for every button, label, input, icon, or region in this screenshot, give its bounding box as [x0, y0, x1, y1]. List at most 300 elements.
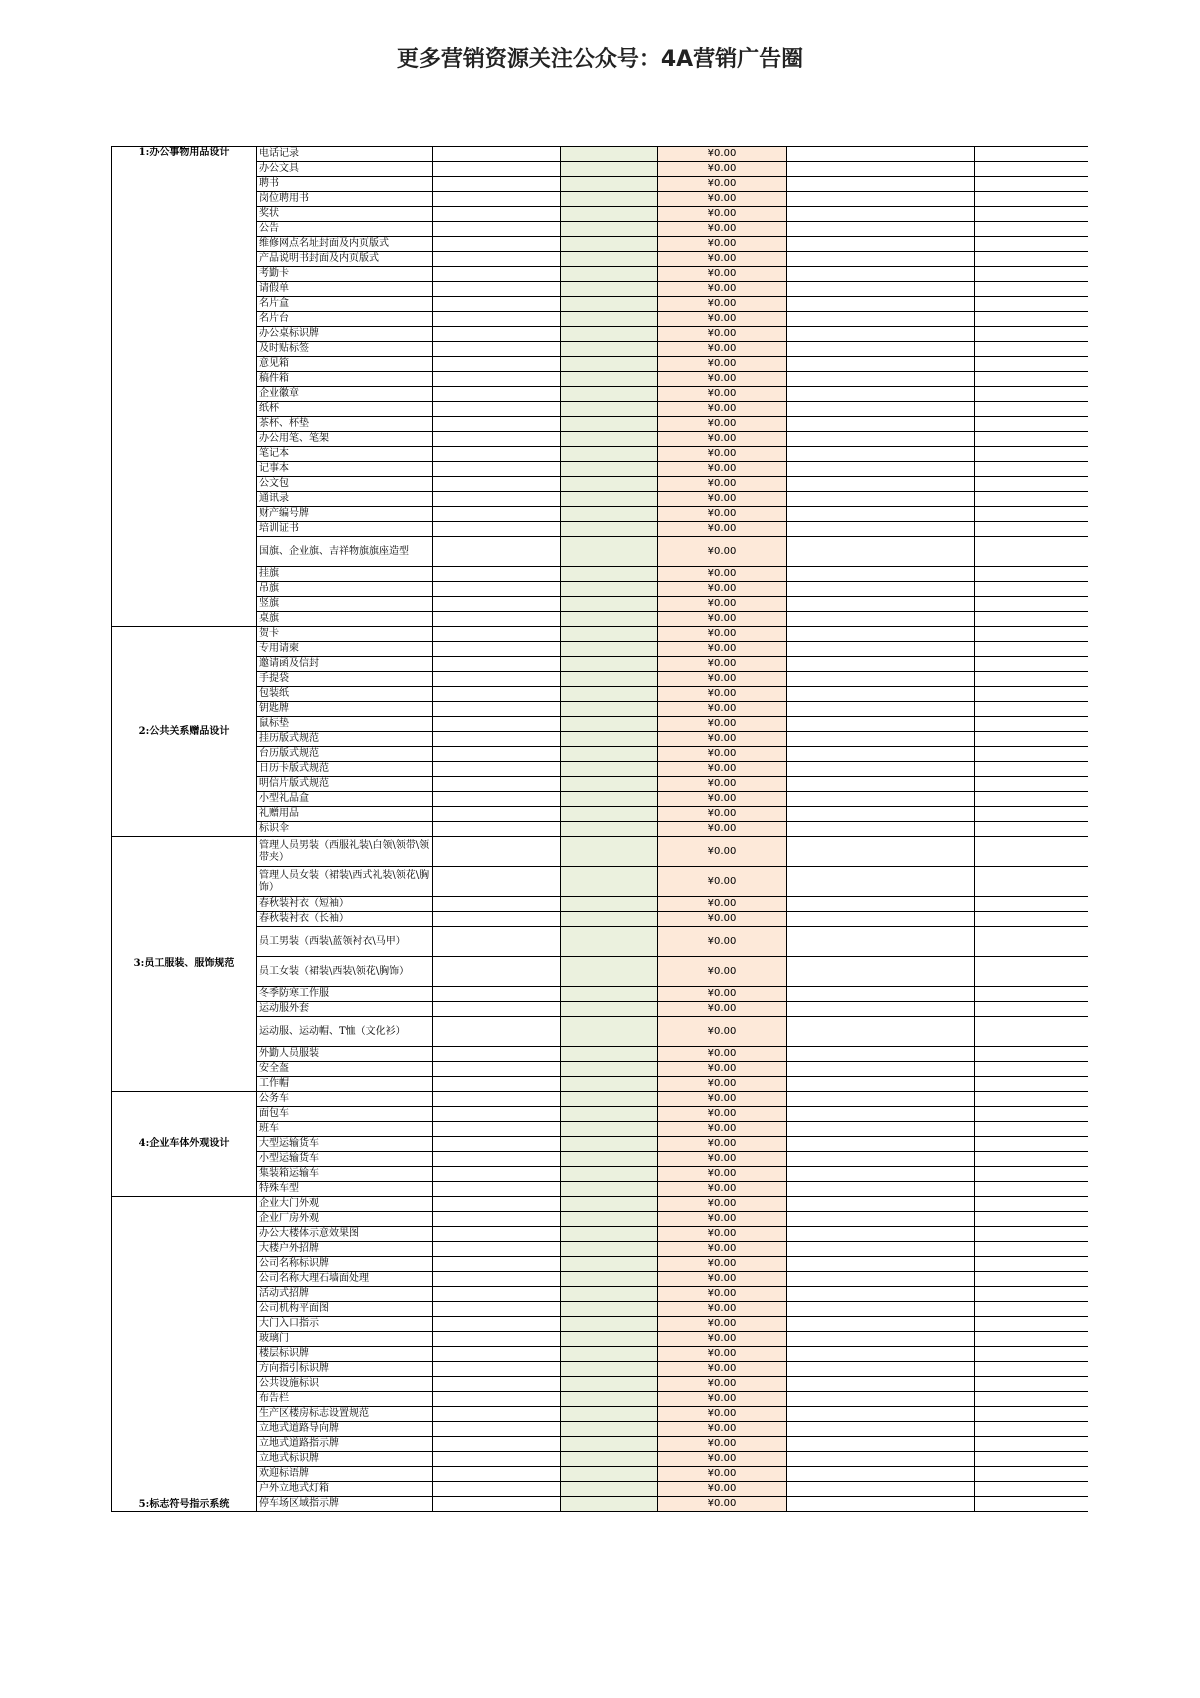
input-cell	[561, 1107, 658, 1122]
empty-cell	[433, 1257, 561, 1272]
category-cell: 4:企业车体外观设计	[112, 1092, 257, 1197]
empty-cell	[787, 822, 975, 837]
empty-cell	[975, 207, 1089, 222]
empty-cell	[433, 327, 561, 342]
empty-cell	[433, 582, 561, 597]
empty-cell	[433, 1377, 561, 1392]
table-row	[112, 1422, 1089, 1437]
empty-cell	[433, 1062, 561, 1077]
table-row	[112, 1182, 1089, 1197]
price-cell: ¥0.00	[658, 582, 787, 597]
table-row	[112, 387, 1089, 402]
empty-cell	[975, 1482, 1089, 1497]
empty-cell	[975, 417, 1089, 432]
input-cell	[561, 192, 658, 207]
table-row	[112, 297, 1089, 312]
empty-cell	[975, 357, 1089, 372]
empty-cell	[975, 687, 1089, 702]
price-cell: ¥0.00	[658, 867, 787, 897]
item-name-cell: 特殊车型	[257, 1182, 433, 1197]
input-cell	[561, 582, 658, 597]
price-cell: ¥0.00	[658, 1107, 787, 1122]
spreadsheet-table	[111, 146, 1088, 1563]
empty-cell	[433, 777, 561, 792]
empty-cell	[975, 627, 1089, 642]
empty-cell	[975, 1227, 1089, 1242]
price-cell: ¥0.00	[658, 717, 787, 732]
input-cell	[561, 1002, 658, 1017]
input-cell	[561, 477, 658, 492]
table-row	[112, 687, 1089, 702]
input-cell	[561, 702, 658, 717]
table-row	[112, 927, 1089, 957]
category-cell: 2:公共关系赠品设计	[112, 627, 257, 837]
empty-cell	[975, 1452, 1089, 1467]
empty-cell	[975, 147, 1089, 162]
price-cell: ¥0.00	[658, 207, 787, 222]
empty-cell	[975, 1107, 1089, 1122]
empty-cell	[787, 1137, 975, 1152]
empty-cell	[975, 1017, 1089, 1047]
input-cell	[561, 687, 658, 702]
table-row	[112, 357, 1089, 372]
empty-cell	[975, 957, 1089, 987]
price-cell: ¥0.00	[658, 402, 787, 417]
empty-cell	[787, 177, 975, 192]
input-cell	[561, 207, 658, 222]
empty-cell	[787, 1167, 975, 1182]
empty-cell	[433, 1017, 561, 1047]
empty-cell	[975, 267, 1089, 282]
input-cell	[561, 1092, 658, 1107]
input-cell	[561, 777, 658, 792]
empty-cell	[433, 447, 561, 462]
empty-cell	[787, 162, 975, 177]
input-cell	[561, 822, 658, 837]
empty-cell	[975, 672, 1089, 687]
empty-cell	[787, 957, 975, 987]
item-name-cell: 安全盔	[257, 1062, 433, 1077]
empty-cell	[787, 297, 975, 312]
item-name-cell: 公务车	[257, 1092, 433, 1107]
item-name-cell: 员工女装（裙装\西装\领花\胸饰）	[257, 957, 433, 987]
empty-cell	[433, 1347, 561, 1362]
empty-cell	[975, 432, 1089, 447]
empty-cell	[975, 312, 1089, 327]
item-name-cell: 聘书	[257, 177, 433, 192]
empty-cell	[433, 792, 561, 807]
empty-cell	[975, 372, 1089, 387]
table-row	[112, 642, 1089, 657]
empty-cell	[433, 192, 561, 207]
table-row	[112, 522, 1089, 537]
item-name-cell: 茶杯、杯垫	[257, 417, 433, 432]
empty-cell	[433, 1092, 561, 1107]
empty-cell	[787, 222, 975, 237]
empty-cell	[433, 162, 561, 177]
empty-cell	[433, 177, 561, 192]
empty-cell	[433, 207, 561, 222]
empty-cell	[433, 402, 561, 417]
item-name-cell: 维修网点名址封面及内页版式	[257, 237, 433, 252]
price-cell: ¥0.00	[658, 312, 787, 327]
empty-cell	[975, 1302, 1089, 1317]
empty-cell	[787, 1122, 975, 1137]
empty-cell	[787, 1077, 975, 1092]
empty-cell	[433, 282, 561, 297]
empty-cell	[975, 1077, 1089, 1092]
empty-cell	[975, 1002, 1089, 1017]
price-cell: ¥0.00	[658, 447, 787, 462]
item-name-cell: 立地式道路导向牌	[257, 1422, 433, 1437]
empty-cell	[975, 987, 1089, 1002]
table-row	[112, 837, 1089, 867]
empty-cell	[433, 1077, 561, 1092]
empty-cell	[433, 912, 561, 927]
table-row	[112, 1257, 1089, 1272]
item-name-cell: 方向指引标识牌	[257, 1362, 433, 1377]
empty-cell	[975, 1332, 1089, 1347]
empty-cell	[787, 1272, 975, 1287]
table-row	[112, 222, 1089, 237]
price-cell: ¥0.00	[658, 1347, 787, 1362]
item-name-cell: 班车	[257, 1122, 433, 1137]
empty-cell	[433, 642, 561, 657]
input-cell	[561, 672, 658, 687]
empty-cell	[787, 627, 975, 642]
empty-cell	[975, 1317, 1089, 1332]
empty-cell	[975, 477, 1089, 492]
input-cell	[561, 1152, 658, 1167]
table-row	[112, 252, 1089, 267]
empty-cell	[433, 147, 561, 162]
price-cell: ¥0.00	[658, 987, 787, 1002]
table-row	[112, 777, 1089, 792]
price-cell: ¥0.00	[658, 1422, 787, 1437]
item-name-cell: 培训证书	[257, 522, 433, 537]
empty-cell	[787, 582, 975, 597]
empty-cell	[975, 1092, 1089, 1107]
empty-cell	[975, 237, 1089, 252]
empty-cell	[975, 597, 1089, 612]
empty-cell	[433, 432, 561, 447]
empty-cell	[433, 612, 561, 627]
item-name-cell: 奖状	[257, 207, 433, 222]
empty-cell	[975, 777, 1089, 792]
empty-cell	[787, 1422, 975, 1437]
input-cell	[561, 267, 658, 282]
item-name-cell: 春秋装衬衣（长袖）	[257, 912, 433, 927]
item-name-cell: 办公大楼体示意效果图	[257, 1227, 433, 1242]
empty-cell	[975, 1257, 1089, 1272]
item-name-cell: 生产区楼房标志设置规范	[257, 1407, 433, 1422]
table-row	[112, 162, 1089, 177]
price-cell: ¥0.00	[658, 1287, 787, 1302]
empty-cell	[787, 867, 975, 897]
empty-cell	[787, 1377, 975, 1392]
input-cell	[561, 567, 658, 582]
input-cell	[561, 1197, 658, 1212]
empty-cell	[433, 342, 561, 357]
empty-cell	[975, 177, 1089, 192]
empty-cell	[787, 1212, 975, 1227]
item-name-cell: 楼层标识牌	[257, 1347, 433, 1362]
input-cell	[561, 507, 658, 522]
empty-cell	[975, 1497, 1089, 1512]
empty-cell	[433, 222, 561, 237]
item-name-cell: 考勤卡	[257, 267, 433, 282]
item-name-cell: 运动服、运动帽、T恤（文化衫）	[257, 1017, 433, 1047]
table-row	[112, 267, 1089, 282]
empty-cell	[975, 897, 1089, 912]
item-name-cell: 名片盒	[257, 297, 433, 312]
empty-cell	[787, 1017, 975, 1047]
item-name-cell: 玻璃门	[257, 1332, 433, 1347]
item-name-cell: 布告栏	[257, 1392, 433, 1407]
price-cell: ¥0.00	[658, 1062, 787, 1077]
item-name-cell: 钥匙牌	[257, 702, 433, 717]
item-name-cell: 春秋装衬衣（短袖）	[257, 897, 433, 912]
table-row	[112, 792, 1089, 807]
price-cell: ¥0.00	[658, 1182, 787, 1197]
price-cell: ¥0.00	[658, 297, 787, 312]
input-cell	[561, 1047, 658, 1062]
input-cell	[561, 1287, 658, 1302]
input-cell	[561, 792, 658, 807]
empty-cell	[787, 567, 975, 582]
empty-cell	[433, 477, 561, 492]
table-row	[112, 1362, 1089, 1377]
item-name-cell: 国旗、企业旗、吉祥物旗旗座造型	[257, 537, 433, 567]
item-name-cell: 立地式标识牌	[257, 1452, 433, 1467]
empty-cell	[787, 837, 975, 867]
category-cell: 5:标志符号指示系统	[112, 1197, 257, 1512]
input-cell	[561, 492, 658, 507]
empty-cell	[975, 1197, 1089, 1212]
empty-cell	[975, 912, 1089, 927]
empty-cell	[975, 1347, 1089, 1362]
table-row	[112, 492, 1089, 507]
item-name-cell: 户外立地式灯箱	[257, 1482, 433, 1497]
table-row	[112, 1197, 1089, 1212]
empty-cell	[975, 822, 1089, 837]
price-cell: ¥0.00	[658, 177, 787, 192]
item-name-cell: 财产编号牌	[257, 507, 433, 522]
empty-cell	[975, 717, 1089, 732]
empty-cell	[433, 927, 561, 957]
empty-cell	[433, 252, 561, 267]
item-name-cell: 通讯录	[257, 492, 433, 507]
input-cell	[561, 1302, 658, 1317]
empty-cell	[433, 267, 561, 282]
price-cell: ¥0.00	[658, 1002, 787, 1017]
empty-cell	[433, 1497, 561, 1512]
item-name-cell: 请假单	[257, 282, 433, 297]
empty-cell	[433, 1227, 561, 1242]
input-cell	[561, 402, 658, 417]
price-cell: ¥0.00	[658, 1272, 787, 1287]
item-name-cell: 公司名称标识牌	[257, 1257, 433, 1272]
table-row	[112, 1002, 1089, 1017]
empty-cell	[433, 672, 561, 687]
table-row	[112, 1272, 1089, 1287]
empty-cell	[975, 1152, 1089, 1167]
empty-cell	[975, 1362, 1089, 1377]
empty-cell	[433, 1467, 561, 1482]
empty-cell	[975, 1437, 1089, 1452]
item-name-cell: 大楼户外招牌	[257, 1242, 433, 1257]
item-name-cell: 及时贴标签	[257, 342, 433, 357]
item-name-cell: 邀请函及信封	[257, 657, 433, 672]
empty-cell	[975, 567, 1089, 582]
item-name-cell: 意见箱	[257, 357, 433, 372]
empty-cell	[433, 597, 561, 612]
empty-cell	[787, 1332, 975, 1347]
empty-cell	[433, 1452, 561, 1467]
item-name-cell: 工作帽	[257, 1077, 433, 1092]
empty-cell	[787, 432, 975, 447]
item-name-cell: 办公文具	[257, 162, 433, 177]
input-cell	[561, 747, 658, 762]
price-cell: ¥0.00	[658, 1212, 787, 1227]
price-cell: ¥0.00	[658, 1167, 787, 1182]
empty-cell	[433, 627, 561, 642]
empty-cell	[975, 1182, 1089, 1197]
price-cell: ¥0.00	[658, 672, 787, 687]
empty-cell	[433, 1302, 561, 1317]
table-row	[112, 672, 1089, 687]
price-cell: ¥0.00	[658, 702, 787, 717]
empty-cell	[787, 927, 975, 957]
item-name-cell: 小型运输货车	[257, 1152, 433, 1167]
empty-cell	[975, 1047, 1089, 1062]
empty-cell	[433, 297, 561, 312]
empty-cell	[433, 1152, 561, 1167]
item-name-cell: 桌旗	[257, 612, 433, 627]
empty-cell	[975, 387, 1089, 402]
price-cell: ¥0.00	[658, 537, 787, 567]
empty-cell	[975, 1137, 1089, 1152]
price-cell: ¥0.00	[658, 747, 787, 762]
empty-cell	[433, 1392, 561, 1407]
input-cell	[561, 177, 658, 192]
table-row	[112, 1482, 1089, 1497]
item-name-cell: 冬季防寒工作服	[257, 987, 433, 1002]
price-cell: ¥0.00	[658, 897, 787, 912]
table-row	[112, 1407, 1089, 1422]
table-body	[112, 147, 1089, 1512]
empty-cell	[433, 507, 561, 522]
item-name-cell: 明信片版式规范	[257, 777, 433, 792]
input-cell	[561, 237, 658, 252]
empty-cell	[433, 462, 561, 477]
input-cell	[561, 1482, 658, 1497]
input-cell	[561, 462, 658, 477]
table-row	[112, 1302, 1089, 1317]
table-row	[112, 237, 1089, 252]
input-cell	[561, 297, 658, 312]
empty-cell	[975, 1272, 1089, 1287]
empty-cell	[975, 1167, 1089, 1182]
item-name-cell: 管理人员男装（西服礼装\白领\领带\领带夹）	[257, 837, 433, 867]
empty-cell	[433, 1482, 561, 1497]
empty-cell	[787, 1227, 975, 1242]
empty-cell	[433, 867, 561, 897]
empty-cell	[433, 492, 561, 507]
empty-cell	[975, 1242, 1089, 1257]
empty-cell	[787, 327, 975, 342]
empty-cell	[433, 1317, 561, 1332]
item-name-cell: 竖旗	[257, 597, 433, 612]
empty-cell	[975, 1122, 1089, 1137]
table-row	[112, 822, 1089, 837]
pricing-table	[111, 146, 1088, 1512]
empty-cell	[787, 717, 975, 732]
input-cell	[561, 1227, 658, 1242]
empty-cell	[975, 507, 1089, 522]
empty-cell	[787, 657, 975, 672]
item-name-cell: 集装箱运输车	[257, 1167, 433, 1182]
item-name-cell: 手提袋	[257, 672, 433, 687]
table-row	[112, 747, 1089, 762]
table-row	[112, 342, 1089, 357]
table-row	[112, 1392, 1089, 1407]
price-cell: ¥0.00	[658, 1467, 787, 1482]
input-cell	[561, 1182, 658, 1197]
empty-cell	[975, 807, 1089, 822]
table-row	[112, 912, 1089, 927]
price-cell: ¥0.00	[658, 762, 787, 777]
item-name-cell: 包装纸	[257, 687, 433, 702]
item-name-cell: 鼠标垫	[257, 717, 433, 732]
item-name-cell: 产品说明书封面及内页版式	[257, 252, 433, 267]
price-cell: ¥0.00	[658, 522, 787, 537]
price-cell: ¥0.00	[658, 792, 787, 807]
empty-cell	[433, 1137, 561, 1152]
category-cell: 3:员工服装、服饰规范	[112, 837, 257, 1092]
price-cell: ¥0.00	[658, 507, 787, 522]
item-name-cell: 电话记录	[257, 147, 433, 162]
empty-cell	[787, 1302, 975, 1317]
empty-cell	[433, 732, 561, 747]
item-name-cell: 立地式道路指示牌	[257, 1437, 433, 1452]
empty-cell	[975, 462, 1089, 477]
item-name-cell: 公司名称大理石墙面处理	[257, 1272, 433, 1287]
empty-cell	[787, 1362, 975, 1377]
empty-cell	[433, 1212, 561, 1227]
empty-cell	[433, 1047, 561, 1062]
table-row	[112, 657, 1089, 672]
empty-cell	[787, 462, 975, 477]
table-row	[112, 1437, 1089, 1452]
input-cell	[561, 162, 658, 177]
input-cell	[561, 1437, 658, 1452]
item-name-cell: 笔记本	[257, 447, 433, 462]
price-cell: ¥0.00	[658, 837, 787, 867]
empty-cell	[975, 1212, 1089, 1227]
empty-cell	[433, 387, 561, 402]
price-cell: ¥0.00	[658, 1392, 787, 1407]
item-name-cell: 纸杯	[257, 402, 433, 417]
empty-cell	[787, 1242, 975, 1257]
category-cell: 1:办公事物用品设计	[112, 147, 257, 627]
empty-cell	[787, 1482, 975, 1497]
empty-cell	[787, 747, 975, 762]
empty-cell	[433, 702, 561, 717]
item-name-cell: 台历版式规范	[257, 747, 433, 762]
price-cell: ¥0.00	[658, 777, 787, 792]
table-row	[112, 867, 1089, 897]
